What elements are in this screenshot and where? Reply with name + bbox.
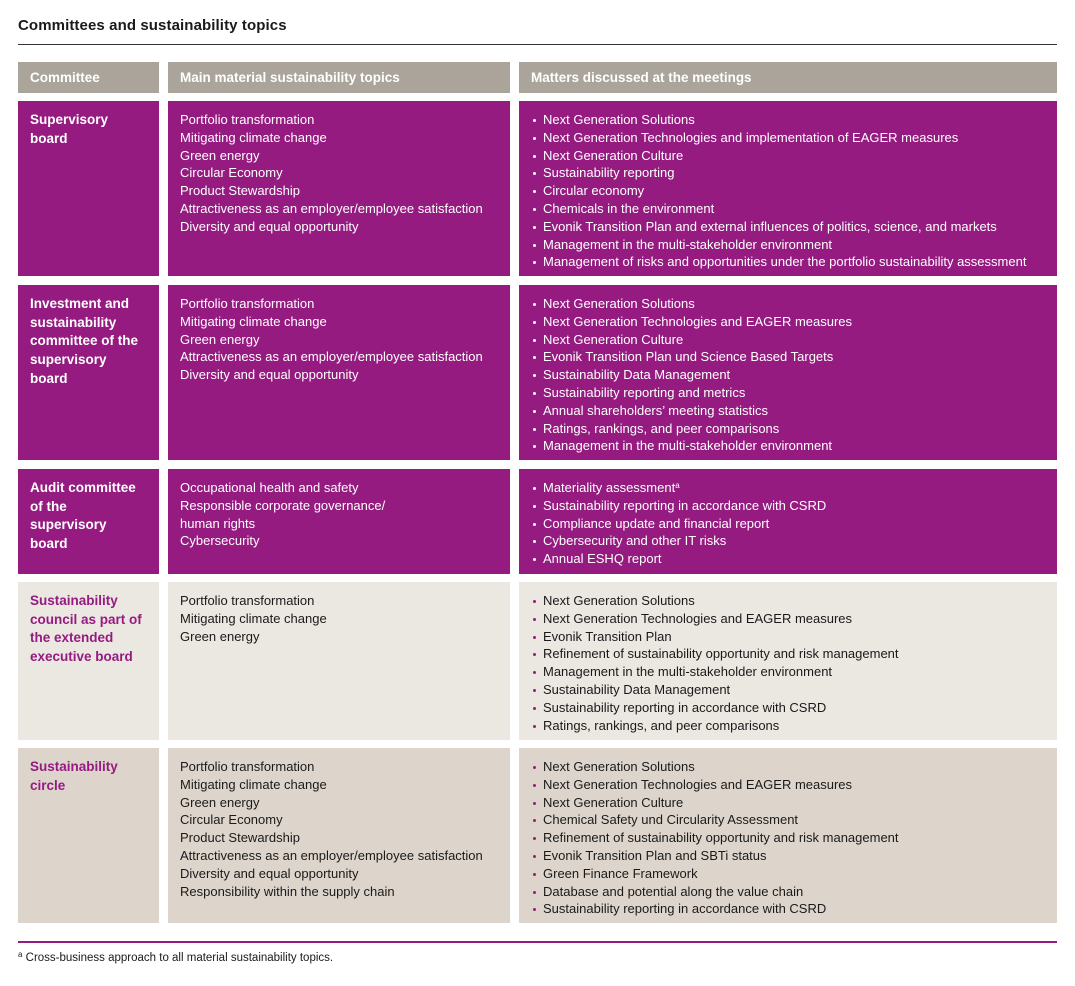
committee-name: Sustainability circle [30, 759, 118, 793]
matter-item [531, 794, 1045, 812]
matter-item [531, 200, 1045, 218]
matter-item [531, 366, 1045, 384]
topic-item: Product Stewardship [180, 830, 300, 846]
matter-item [531, 111, 1045, 129]
matters-list [531, 111, 1045, 271]
topic-item: human rights [180, 515, 256, 531]
matter-text: Sustainability reporting [543, 165, 675, 181]
matter-text: Next Generation Technologies and EAGER measures [543, 313, 853, 329]
matter-text: Management in the multi-stakeholder environment [543, 438, 833, 454]
matter-text: Next Generation Culture [543, 331, 684, 347]
committee-cell [18, 582, 159, 740]
topics-cell [168, 469, 510, 574]
topic-item: Diversity and equal opportunity [180, 367, 359, 383]
topic-item: Portfolio transformation [180, 112, 315, 127]
matter-text: Evonik Transition Plan and SBTi status [543, 847, 767, 863]
matter-text: Compliance update and financial report [543, 515, 770, 531]
topic-item: Green energy [180, 331, 260, 347]
topics-cell [168, 582, 510, 740]
matter-item [531, 218, 1045, 236]
header-committee [18, 62, 159, 93]
matter-text: Refinement of sustainability opportunity and risk management [543, 646, 899, 662]
matter-text: Ratings, rankings, and peer comparisons [543, 420, 780, 436]
matters-list [531, 592, 1045, 734]
matter-text: Chemicals in the environment [543, 200, 715, 216]
matter-text: Next Generation Technologies and EAGER measures [543, 610, 853, 626]
matter-item [531, 437, 1045, 455]
matter-text: Next Generation Culture [543, 794, 684, 810]
matter-text: Evonik Transition Plan [543, 628, 672, 644]
header-matters-label: Matters discussed at the meetings [531, 70, 752, 85]
matter-item [531, 147, 1045, 165]
topic-item: Circular Economy [180, 165, 283, 181]
topic-item: Responsible corporate governance/ [180, 497, 386, 513]
topic-item: Product Stewardship [180, 183, 300, 199]
matter-item [531, 829, 1045, 847]
matters-cell [519, 101, 1057, 276]
committee-name: Sustainability council as part of the extended executive board [30, 593, 142, 665]
header-topics-label: Main material sustainability topics [180, 70, 400, 85]
footnote-text: Cross-business approach to all material sustainability topics. [25, 952, 334, 964]
header-matters [519, 62, 1057, 93]
topic-item: Mitigating climate change [180, 313, 327, 329]
matters-list [531, 479, 1045, 568]
matter-text: Chemical Safety und Circularity Assessment [543, 812, 799, 828]
matter-text: Management in the multi-stakeholder environment [543, 236, 833, 252]
matter-text: Next Generation Solutions [543, 759, 695, 774]
matter-item [531, 645, 1045, 663]
matter-text: Annual ESHQ report [543, 551, 662, 567]
topic-item: Portfolio transformation [180, 296, 315, 311]
matter-item [531, 900, 1045, 918]
topic-item: Mitigating climate change [180, 129, 327, 145]
matters-list [531, 295, 1045, 455]
matter-item [531, 182, 1045, 200]
matter-item [531, 313, 1045, 331]
topic-item: Responsibility within the supply chain [180, 883, 395, 899]
matter-item [531, 164, 1045, 182]
matter-item [531, 758, 1045, 776]
matter-item [531, 331, 1045, 349]
matter-text: Next Generation Solutions [543, 593, 695, 608]
matter-item [531, 532, 1045, 550]
matter-item [531, 811, 1045, 829]
matter-item [531, 129, 1045, 147]
topics-cell [168, 748, 510, 923]
title-divider [18, 44, 1057, 45]
committee-name: Audit committee of the supervisory board [30, 480, 136, 552]
matter-item [531, 295, 1045, 313]
topic-item: Diversity and equal opportunity [180, 218, 359, 234]
topic-item: Diversity and equal opportunity [180, 865, 359, 881]
matters-cell [519, 748, 1057, 923]
topic-item: Portfolio transformation [180, 593, 315, 608]
matters-cell [519, 469, 1057, 574]
matter-item [531, 515, 1045, 533]
matter-text: Sustainability reporting in accordance with CSRD [543, 497, 827, 513]
committee-name: Investment and sustainability committee of the supervisory board [30, 296, 139, 386]
matter-text: Database and potential along the value chain [543, 883, 804, 899]
matter-text: Green Finance Framework [543, 865, 698, 881]
matter-text: Next Generation Solutions [543, 112, 695, 127]
matters-cell [519, 285, 1057, 460]
topic-item: Occupational health and safety [180, 480, 359, 495]
matter-text: Ratings, rankings, and peer comparisons [543, 717, 780, 733]
topic-item: Mitigating climate change [180, 610, 327, 626]
footnote-mark: a [18, 950, 23, 959]
page-title: Committees and sustainability topics [18, 17, 287, 34]
topic-item: Attractiveness as an employer/employee satisfaction [180, 200, 483, 216]
matter-item [531, 420, 1045, 438]
matter-item [531, 497, 1045, 515]
matter-text: Next Generation Technologies and implementation of EAGER measures [543, 129, 959, 145]
footer-divider [18, 941, 1057, 943]
matter-text: Next Generation Culture [543, 147, 684, 163]
topic-item: Green energy [180, 628, 260, 644]
matter-item [531, 253, 1045, 271]
matter-item [531, 865, 1045, 883]
topic-item: Attractiveness as an employer/employee satisfaction [180, 847, 483, 863]
matter-item [531, 681, 1045, 699]
committee-cell [18, 469, 159, 574]
committee-cell [18, 748, 159, 923]
matter-text: Management in the multi-stakeholder environment [543, 664, 833, 680]
matter-text: Sustainability reporting in accordance with CSRD [543, 699, 827, 715]
matters-cell [519, 582, 1057, 740]
matter-item [531, 384, 1045, 402]
matter-text: Evonik Transition Plan and external influences of politics, science, and markets [543, 218, 997, 234]
matter-item [531, 610, 1045, 628]
matter-item [531, 348, 1045, 366]
topic-item: Circular Economy [180, 812, 283, 828]
matter-item [531, 847, 1045, 865]
topic-item: Green energy [180, 794, 260, 810]
footnote [18, 952, 333, 964]
topic-item: Portfolio transformation [180, 759, 315, 774]
matter-text: Cybersecurity and other IT risks [543, 533, 727, 549]
topic-item: Green energy [180, 147, 260, 163]
matter-item [531, 236, 1045, 254]
topics-cell [168, 101, 510, 276]
matter-text: Next Generation Solutions [543, 296, 695, 311]
matter-text: Sustainability Data Management [543, 367, 731, 383]
topic-item: Mitigating climate change [180, 776, 327, 792]
matter-text: Evonik Transition Plan und Science Based Targets [543, 349, 834, 365]
matter-text: Sustainability Data Management [543, 681, 731, 697]
matter-text: Refinement of sustainability opportunity and risk management [543, 830, 899, 846]
matter-text: Sustainability reporting in accordance with CSRD [543, 901, 827, 917]
matter-text: Next Generation Technologies and EAGER measures [543, 776, 853, 792]
matter-item [531, 550, 1045, 568]
committee-cell [18, 285, 159, 460]
matter-item [531, 628, 1045, 646]
topic-item: Cybersecurity [180, 533, 260, 549]
matter-text: Management of risks and opportunities under the portfolio sustainability assessment [543, 254, 1027, 270]
matter-item [531, 402, 1045, 420]
matter-item [531, 479, 1045, 497]
header-topics [168, 62, 510, 93]
topics-cell [168, 285, 510, 460]
matter-item [531, 883, 1045, 901]
matters-list [531, 758, 1045, 918]
matter-text: Annual shareholders’ meeting statistics [543, 402, 768, 418]
matter-item [531, 663, 1045, 681]
matter-text: Sustainability reporting and metrics [543, 384, 746, 400]
header-committee-label: Committee [30, 70, 100, 85]
matter-item [531, 699, 1045, 717]
matter-item [531, 717, 1045, 735]
matter-text: Materiality assessment [543, 480, 676, 495]
topic-item: Attractiveness as an employer/employee satisfaction [180, 349, 483, 365]
footnote-ref: a [675, 481, 680, 490]
matter-text: Circular economy [543, 183, 645, 199]
committee-cell [18, 101, 159, 276]
matter-item [531, 592, 1045, 610]
matter-item [531, 776, 1045, 794]
committee-name: Supervisory board [30, 112, 109, 146]
